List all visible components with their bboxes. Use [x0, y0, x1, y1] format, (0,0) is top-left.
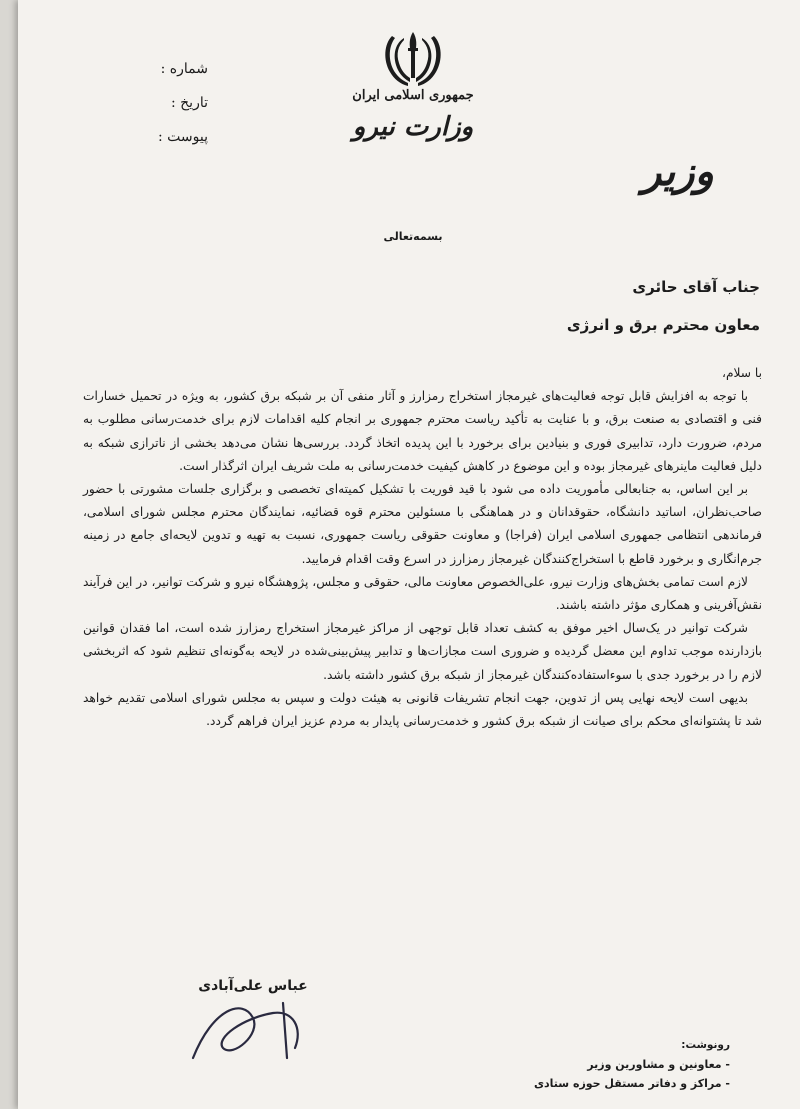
cc-block [368, 1036, 730, 1093]
salutation: با سلام، [722, 366, 762, 380]
attachment-label: پیوست : [158, 129, 208, 145]
letter-page [18, 0, 800, 1109]
cc-item: - مراکز و دفاتر مستقل حوزه ستادی [533, 1077, 730, 1090]
body-paragraph: بر این اساس، به جنابعالی مأموریت داده می شود با قید فوریت با تشکیل کمیته‌ای تخصصی و برگزاری جلسات مشورتی با حضور صاحب‌نظران، اساتید دانشگاه، حقوقدانان و در هماهنگی با مسئولین محترم قوه قضائیه، نمایندگان محترم مجلس شورای اسلامی، فرماندهی انتظامی جمهوری اسلامی ایران (فراجا) و معاونت حقوقی ریاست جمهوری، نسبت به تهیه و تدوین لایحه‌ای جامع در زمینه جرم‌انگاری و برخورد قاطع با استخراج‌کنندگان غیرمجاز رمزارز در اسرع وقت اقدام فرمایید. [83, 482, 762, 566]
signatory-name: عباس علی‌آبادی [198, 978, 308, 994]
date-label: تاریخ : [170, 95, 208, 111]
letter-meta-labels [138, 52, 208, 154]
cc-title: رونوشت: [681, 1039, 730, 1051]
body-paragraph: بدیهی است لایحه نهایی پس از تدوین، جهت انجام تشریفات قانونی به هیئت دولت و سپس به مجلس شورای اسلامی تقدیم خواهد شد تا پشتوانه‌ای محکم برای صیانت از شبکه برق کشور و خدمت‌رسانی پایدار به مردم عزیز ایران فراهم گردد. [83, 690, 762, 729]
recipient-title: معاون محترم برق و انرژی [566, 316, 760, 334]
republic-name: جمهوری اسلامی ایران [352, 88, 474, 103]
ministry-name: وزارت نیرو [352, 112, 474, 142]
body-paragraph: با توجه به افزایش قابل توجه فعالیت‌های غیرمجاز استخراج رمزارز و آثار منفی آن بر شبکه برق کشور، به ویژه در تحمیل خسارات فنی و اقتصادی به صنعت برق، و با عنایت به تأکید ریاست محترم جمهوری بر انجام کلیه اقدامات لازم برای خدمت‌رسانی مطلوب به مردم، ضرورت دارد، تدابیری فوری و بنیادین برای برخورد با این پدیده اتخاذ گردد. بررسی‌ها نشان می‌دهد بخشی از ناترازی شبکه به دلیل فعالیت ماینرهای غیرمجاز بوده و این موضوع در کاهش کیفیت خدمت‌رسانی به ملت شریف ایران اثرگذار است. [83, 389, 762, 473]
cc-item: - معاونین و مشاورین وزیر [587, 1058, 730, 1071]
letter-body [83, 362, 762, 733]
body-paragraph: لازم است تمامی بخش‌های وزارت نیرو، علی‌الخصوص معاونت مالی، حقوقی و مجلس، پژوهشگاه نیرو و شرکت توانیر، در این فرآیند نقش‌آفرینی و همکاری مؤثر داشته باشند. [83, 574, 762, 613]
recipient-block [567, 268, 760, 344]
minister-title: وزیر [642, 148, 714, 195]
number-label: شماره : [160, 61, 208, 77]
handwritten-signature [183, 988, 343, 1068]
iran-emblem-icon [378, 28, 448, 90]
body-paragraph: شرکت توانیر در یک‌سال اخیر موفق به کشف تعداد قابل توجهی از مراکز غیرمجاز استخراج رمزارز شده است، اما فقدان قوانین بازدارنده موجب تداوم این معضل گردیده و ضروری است مجازات‌ها و تدابیر پیش‌بینی‌شده در لایحه به‌گونه‌ای تنظیم شود که اثربخشی لازم را در برخورد جدی با سوءاستفاده‌کنندگان غیرمجاز از شبکه برق کشور داشته باشد. [83, 621, 762, 682]
recipient-name: جناب آقای حائری [632, 278, 760, 296]
besmeh-heading: بسمه‌تعالی [383, 230, 443, 243]
